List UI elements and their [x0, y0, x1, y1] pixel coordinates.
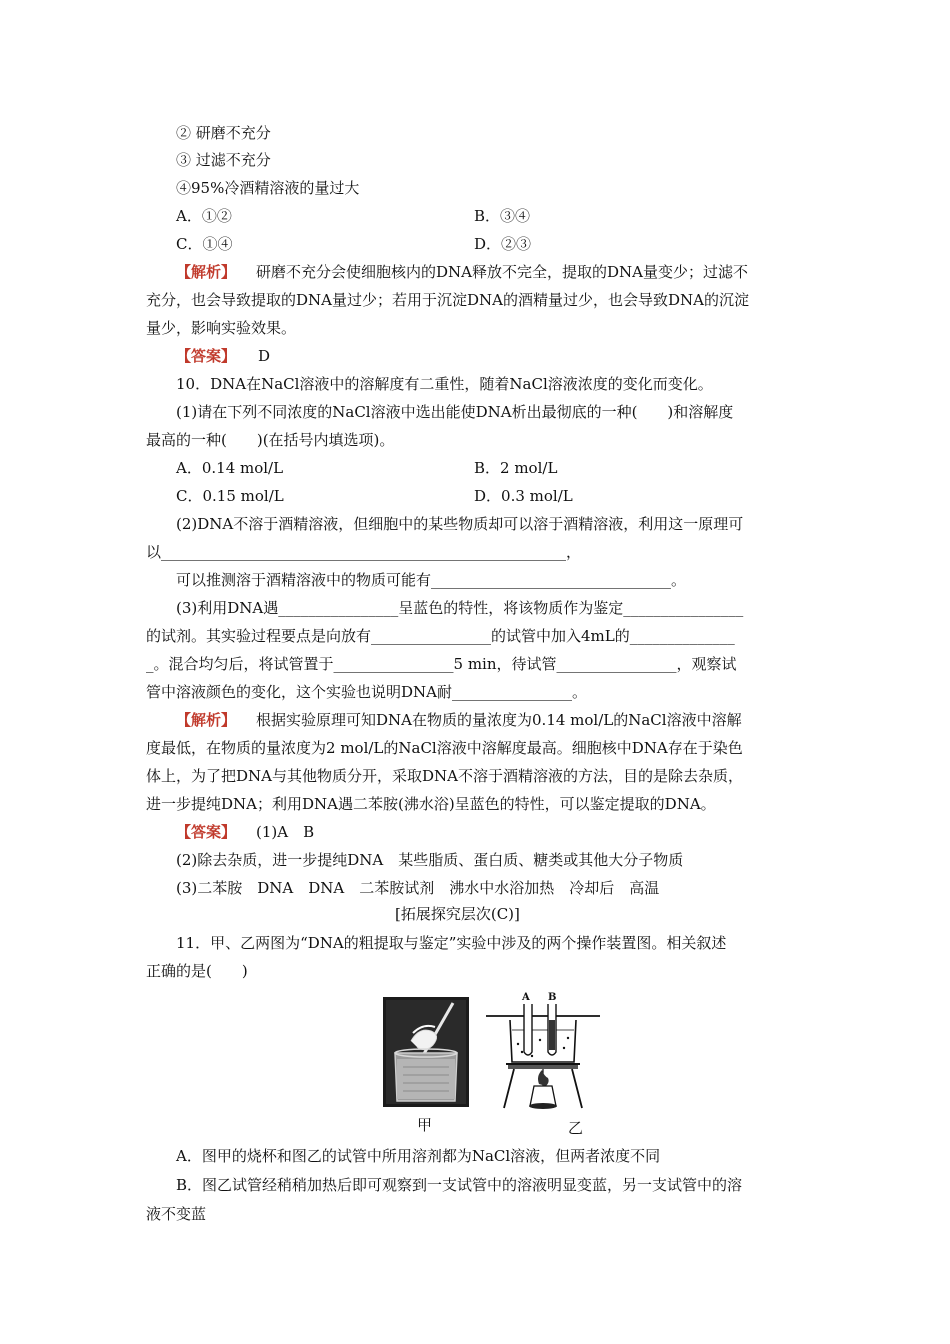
analysis-text: 研磨不充分会使细胞核内的DNA释放不完全，提取的DNA量变少；过滤不	[256, 263, 748, 281]
q10-option-b: B．2 mol/L	[474, 459, 558, 477]
q10-answer-line-1	[176, 822, 314, 842]
figure-yi-caption: 乙	[568, 1119, 584, 1137]
section-heading: [拓展探究层次(C)]	[395, 905, 520, 923]
q9-answer	[176, 346, 270, 366]
q10-part1-line-2: 最高的一种( )(在括号内填选项)。	[146, 431, 395, 449]
answer-text: (1)A B	[256, 823, 315, 841]
q10-part2-line-2: 以______________________________________________________，	[146, 543, 582, 561]
q9-item-3: ③ 过滤不充分	[176, 151, 271, 169]
q10-option-c: C．0.15 mol/L	[176, 487, 284, 505]
answer-text: D	[258, 347, 271, 365]
q9-item-2: ② 研磨不充分	[176, 124, 271, 142]
figure-jia-photo	[383, 997, 469, 1111]
q11-option-b-line-2: 液不变蓝	[146, 1205, 207, 1223]
q10-analysis-line-3: 体上，为了把DNA与其他物质分开，采取DNA不溶于酒精溶液的方法，目的是除去杂质，	[146, 767, 743, 785]
q10-option-d: D．0.3 mol/L	[474, 487, 573, 505]
analysis-tag: 【解析】	[176, 263, 237, 281]
q10-answer-line-3: (3)二苯胺 DNA DNA 二苯胺试剂 沸水中水浴加热 冷却后 高温	[176, 879, 660, 897]
q9-analysis-line-2: 充分，也会导致提取的DNA量过少；若用于沉淀DNA的酒精量过少，也会导致DNA的沉淀	[146, 291, 749, 309]
q10-stem: 10．DNA在NaCl溶液中的溶解度有二重性，随着NaCl溶液浓度的变化而变化。	[176, 375, 713, 393]
q9-option-c: C．①④	[176, 235, 233, 253]
analysis-tag: 【解析】	[176, 711, 237, 729]
q11-option-b-line-1: B．图乙试管经稍稍加热后即可观察到一支试管中的溶液明显变蓝，另一支试管中的溶	[176, 1176, 743, 1194]
q9-item-4: ④95%冷酒精溶液的量过大	[176, 179, 360, 197]
answer-tag: 【答案】	[176, 823, 237, 841]
tube-b-label: B	[548, 992, 557, 1003]
analysis-text: 根据实验原理可知DNA在物质的量浓度为0.14 mol/L的NaCl溶液中溶解	[256, 711, 742, 729]
answer-tag: 【答案】	[176, 347, 237, 365]
beaker-photo-illustration	[383, 997, 469, 1107]
q9-option-a: A．①②	[176, 207, 232, 225]
q11-stem-line-1: 11．甲、乙两图为“DNA的粗提取与鉴定”实验中涉及的两个操作装置图。相关叙述	[176, 934, 727, 952]
q10-part3-line-1: (3)利用DNA遇________________呈蓝色的特性，将该物质作为鉴定________________	[176, 599, 744, 617]
tube-a-label: A	[522, 992, 530, 1003]
q9-analysis-line-3: 量少，影响实验效果。	[146, 319, 297, 337]
q10-part1-line-1: (1)请在下列不同浓度的NaCl溶液中选出能使DNA析出最彻底的一种( )和溶解度	[176, 403, 734, 421]
q10-analysis-line-1	[176, 710, 742, 730]
q10-analysis-line-4: 进一步提纯DNA；利用DNA遇二苯胺(沸水浴)呈蓝色的特性，可以鉴定提取的DNA。	[146, 795, 716, 813]
q10-part3-line-2: 的试剂。其实验过程要点是向放有________________的试管中加入4mL的______________	[146, 627, 735, 645]
figure-jia-caption: 甲	[417, 1116, 433, 1134]
q9-option-b: B．③④	[474, 207, 531, 225]
q11-stem-line-2: 正确的是( )	[146, 962, 248, 980]
q10-part3-line-3: _。混合均匀后，将试管置于________________5 min，待试管________________，观察试	[146, 655, 737, 673]
q10-option-a: A．0.14 mol/L	[176, 459, 284, 477]
q10-part2-line-1: (2)DNA不溶于酒精溶液，但细胞中的某些物质却可以溶于酒精溶液，利用这一原理可	[176, 515, 744, 533]
q10-analysis-line-2: 度最低，在物质的量浓度为2 mol/L的NaCl溶液中溶解度最高。细胞核中DNA存在于染色	[146, 739, 743, 757]
q9-analysis-line-1	[176, 262, 748, 282]
q10-answer-line-2: (2)除去杂质，进一步提纯DNA 某些脂质、蛋白质、糖类或其他大分子物质	[176, 851, 684, 869]
q10-part3-line-4: 管中溶液颜色的变化，这个实验也说明DNA耐________________。	[146, 683, 587, 701]
q9-option-d: D．②③	[474, 235, 532, 253]
q10-part2-line-3: 可以推测溶于酒精溶液中的物质可能有________________________________。	[176, 571, 687, 589]
q11-option-a: A．图甲的烧杯和图乙的试管中所用溶剂都为NaCl溶液，但两者浓度不同	[176, 1147, 661, 1165]
water-bath-illustration	[484, 990, 602, 1112]
figure-yi-diagram	[484, 990, 602, 1116]
